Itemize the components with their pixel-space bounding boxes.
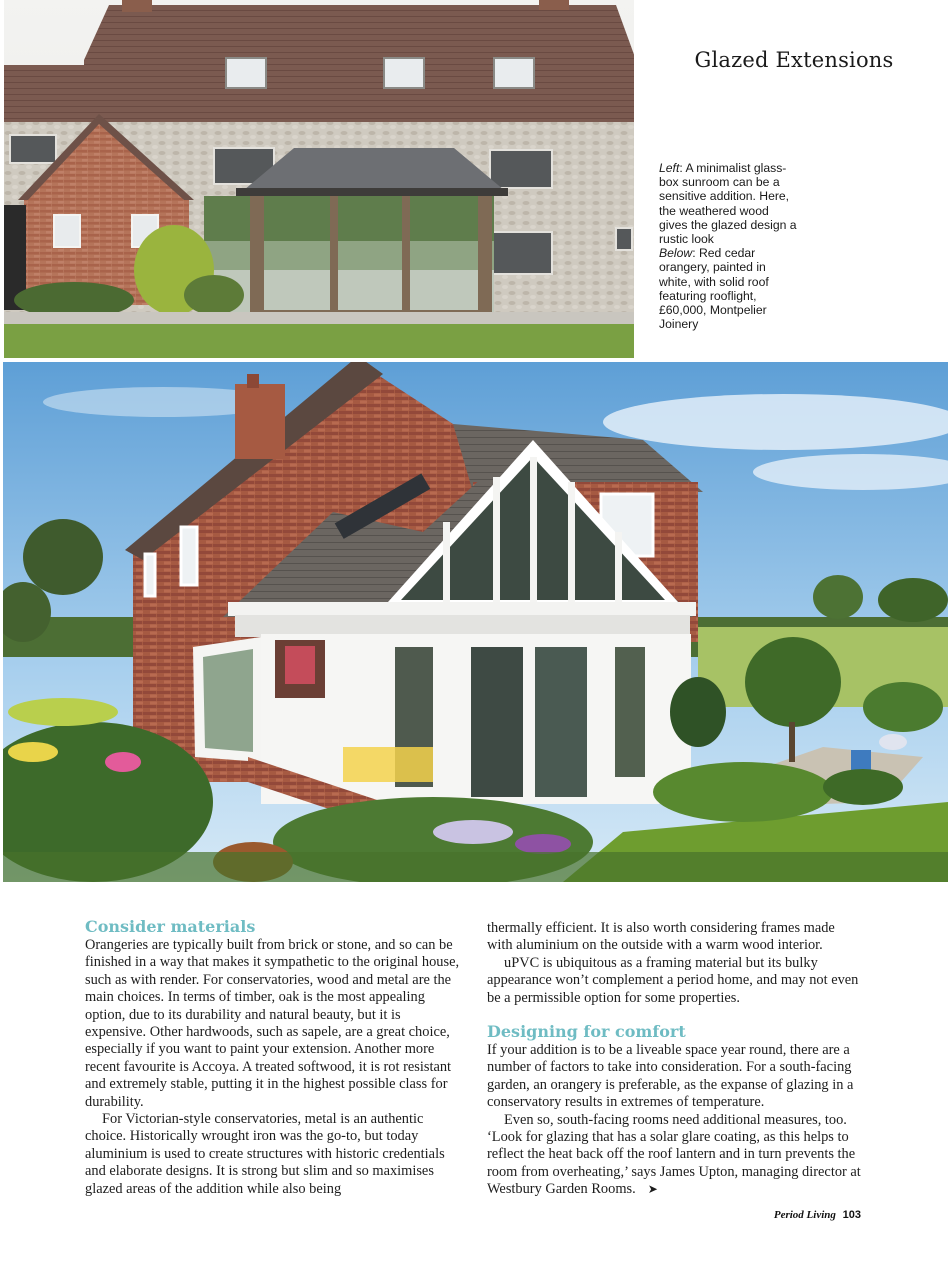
article-column-left [85,917,461,1198]
section-title: Glazed Extensions [694,48,894,72]
caption-left-label: Left [659,161,680,175]
photo-caption [659,161,799,331]
paragraph: Even so, south-facing rooms need additional measures, too. ‘Look for glazing that has a solar glare coating, as this helps to reflect the heat back off the roof lantern and in turn prevents the room from overheating,’ says James Upton, managing director at Westbury Garden Rooms. [487,1111,861,1198]
page-number: 103 [842,1209,861,1221]
photo-orangery-garden [3,362,948,882]
caption-below-label: Below [659,246,693,261]
caption-left-text: : A minimalist glass-box sunroom can be a sensitive addition. Here, the weathered wood gives the glazed design a rustic look [659,161,797,247]
magazine-name: Period Living [773,1209,836,1221]
paragraph: thermally efficient. It is also worth considering frames made with aluminium on the outside with a warm wood interior. [487,920,835,954]
heading-consider-materials: Consider materials [85,917,256,936]
photo-stone-house-sunroom [4,0,634,358]
page-footer [774,1209,861,1221]
paragraph: For Victorian-style conservatories, metal is an authentic choice. Historically wrought iron was the go-to, but today aluminium is used to create structures with historic credentials and elaborate designs. It is strong but slim and so maximises glazed areas of the addition while also being [85,1111,445,1197]
paragraph: If your addition is to be a liveable space year round, there are a number of factors to take into consideration. For a south-facing garden, an orangery is preferable, as the expanse of glazing in a conservatory results in extremes of temperature. [487,1042,854,1111]
paragraph: Orangeries are typically built from brick or stone, and so can be finished in a way that makes it sympathetic to the original house, such as with render. For conservatories, wood and metal are the main choices. In terms of timber, oak is the most appealing option, due to its durability and natural beauty, but it is expensive. Other hardwoods, such as sapele, are a great choice, especially if you want to paint your extension. Another more recent favourite is Accoya. A treated softwood, it is rot resistant and extremely stable, putting it in the highest possible class for durability. [85,937,460,1110]
caption-below-text: : Red cedar orangery, painted in white, with solid roof featuring rooflight, £60,000, Montpelier Joinery [659,246,769,332]
continue-arrow-icon: ➤ [647,1182,658,1197]
article-column-right [487,920,863,1199]
heading-designing-for-comfort: Designing for comfort [487,1022,686,1042]
paragraph: uPVC is ubiquitous as a framing material but its bulky appearance won’t complement a period home, and may not even be a permissible option for some properties. [487,954,859,1006]
